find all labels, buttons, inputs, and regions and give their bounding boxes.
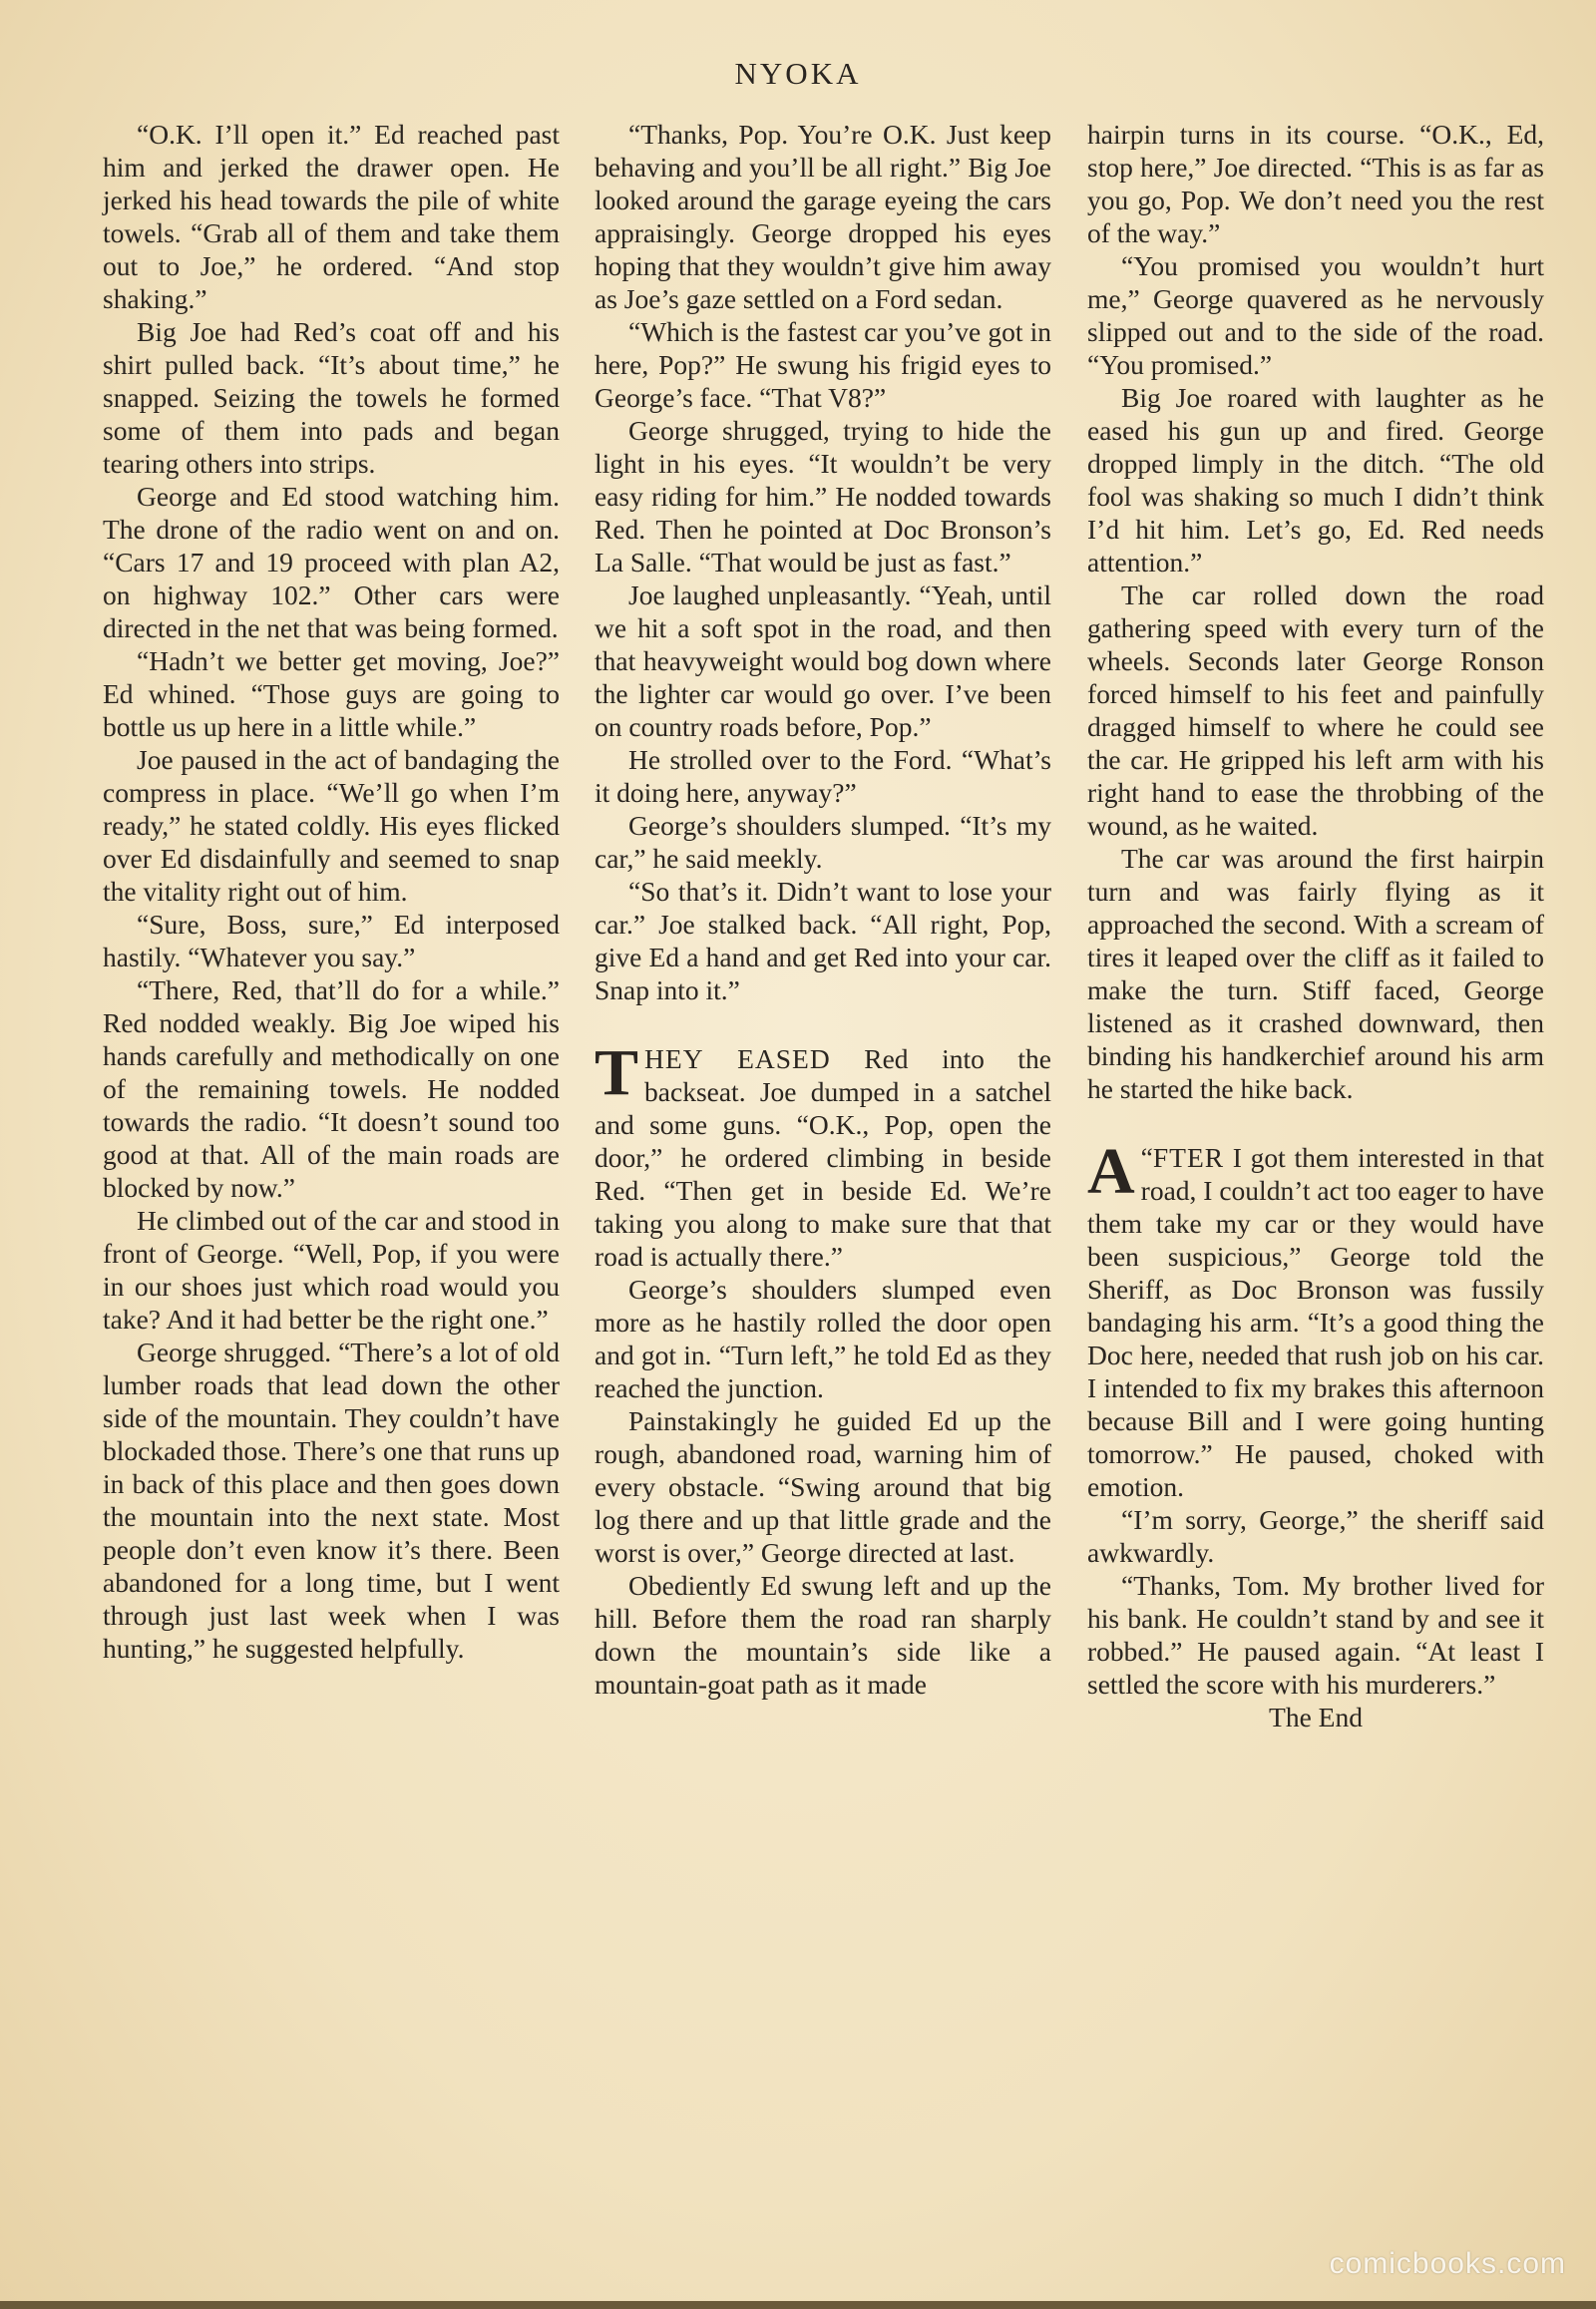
paragraph: “There, Red, that’ll do for a while.” Red nodded weakly. Big Joe wiped his hands carefully and methodically on one of the remaining towels. He nodded towards the radio. “It doesn’t sound too good at that. All of the main roads are blocked by now.” — [103, 974, 560, 1203]
section-break — [595, 1006, 1051, 1042]
drop-cap: T — [595, 1036, 639, 1109]
watermark-text: comicbooks.com — [1329, 2247, 1566, 2280]
paragraph: George shrugged, trying to hide the light in his eyes. “It wouldn’t be very easy riding for him.” He nodded towards Red. Then he pointed at Doc Bronson’s La Salle. “That would be just as fast.” — [595, 415, 1051, 577]
section-opening-paragraph — [595, 1036, 1051, 1273]
paragraph: Joe laughed unpleasantly. “Yeah, until we hit a soft spot in the road, and then that heavyweight would bog down where the lighter car would go over. I’ve been on country roads before, Pop.” — [595, 579, 1051, 742]
section-break — [1087, 1105, 1544, 1141]
section-opening-paragraph — [1087, 1135, 1544, 1503]
drop-cap: A — [1087, 1135, 1135, 1208]
paragraph: Painstakingly he guided Ed up the rough, abandoned road, warning him of every obstacle. “Swing around that big log there and up that little grade and the worst is over,” George directed at last. — [595, 1405, 1051, 1568]
paragraph: hairpin turns in its course. “O.K., Ed, stop here,” Joe directed. “This is as far as you go, Pop. We don’t need you the rest of the way.” — [1087, 119, 1544, 248]
section-lead-words: HEY EASED — [644, 1043, 831, 1074]
paragraph: “You promised you wouldn’t hurt me,” George quavered as he nervously slipped out and to the side of the road. “You promised.” — [1087, 250, 1544, 380]
paragraph: He strolled over to the Ford. “What’s it doing here, anyway?” — [595, 744, 1051, 808]
paragraph: He climbed out of the car and stood in front of George. “Well, Pop, if you were in our shoes just which road would you take? And it had better be the right one.” — [103, 1205, 560, 1335]
paragraph: “I’m sorry, George,” the sheriff said awkwardly. — [1087, 1504, 1544, 1568]
running-head-title: NYOKA — [734, 56, 862, 91]
paragraph: Joe paused in the act of bandaging the compress in place. “We’ll go when I’m ready,” he stated coldly. His eyes flicked over Ed disdainfully and seemed to snap the vitality right out of him. — [103, 744, 560, 907]
paragraph: George’s shoulders slumped. “It’s my car,” he said meekly. — [595, 810, 1051, 874]
the-end-label: The End — [1269, 1702, 1363, 1732]
paragraph: “Thanks, Tom. My brother lived for his bank. He couldn’t stand by and see it robbed.” He paused again. “At least I settled the score with his murderers.” — [1087, 1570, 1544, 1700]
paragraph: “O.K. I’ll open it.” Ed reached past him and jerked the drawer open. He jerked his head towards the pile of white towels. “Grab all of them and take them out to Joe,” he ordered. “And stop shaking.” — [103, 119, 560, 314]
section-lead-words: FTER — [1152, 1142, 1225, 1173]
paragraph: George’s shoulders slumped even more as he hastily rolled the door open and got in. “Turn left,” he told Ed as they reached the junction. — [595, 1274, 1051, 1403]
paragraph: The car was around the first hairpin turn and was fairly flying as it approached the second. With a scream of tires it leaped over the cliff as it failed to make the turn. Stiff faced, George listened as it crashed downward, then binding his handkerchief around his arm he started the hike back. — [1087, 843, 1544, 1104]
page-bottom-edge — [0, 2301, 1596, 2309]
paragraph: George and Ed stood watching him. The drone of the radio went on and on. “Cars 17 and 19 proceed with plan A2, on highway 102.” Other cars were directed in the net that was being formed. — [103, 481, 560, 643]
paragraph: Big Joe roared with laughter as he eased his gun up and fired. George dropped limply in the ditch. “The old fool was shaking so much I didn’t think I’d hit him. Let’s go, Ed. Red needs attention.” — [1087, 382, 1544, 577]
paragraph: “Sure, Boss, sure,” Ed interposed hastily. “Whatever you say.” — [103, 909, 560, 972]
opening-quote-mark: “ — [1140, 1142, 1153, 1173]
paragraph: “Hadn’t we better get moving, Joe?” Ed whined. “Those guys are going to bottle us up here in a little while.” — [103, 645, 560, 742]
text-column-3 — [1087, 118, 1544, 1733]
section-opening-text: Red into the backseat. Joe dumped in a satchel and some guns. “O.K., Pop, open the door,” he ordered climbing in beside Red. “Then get in beside Ed. We’re taking you along to make sure that that road is actually there.” — [595, 1043, 1051, 1272]
section-opening-text: I got them interested in that road, I couldn’t act too eager to have them take my car or they would have been suspicious,” George told the Sheriff, as Doc Bronson was fussily bandaging his arm. “It’s a good thing the Doc here, needed that rush job on his car. I intended to fix my brakes this afternoon because Bill and I were going hunting tomorrow.” He paused, choked with emotion. — [1087, 1142, 1544, 1502]
paragraph: “Thanks, Pop. You’re O.K. Just keep behaving and you’ll be all right.” Big Joe looked around the garage eyeing the cars appraisingly. George dropped his eyes hoping that they wouldn’t give him away as Joe’s gaze settled on a Ford sedan. — [595, 119, 1051, 314]
paragraph: “Which is the fastest car you’ve got in here, Pop?” He swung his frigid eyes to George’s face. “That V8?” — [595, 316, 1051, 413]
paragraph: George shrugged. “There’s a lot of old lumber roads that lead down the other side of the mountain. They couldn’t have blockaded those. There’s one that runs up in back of this place and then goes down the mountain into the next state. Most people don’t even know it’s there. Been abandoned for a long time, but I went through just last week when I was hunting,” he suggested helpfully. — [103, 1337, 560, 1664]
paragraph: The car rolled down the road gathering speed with every turn of the wheels. Seconds later George Ronson forced himself to his feet and painfully dragged himself to where he could see the car. He gripped his left arm with his right hand to ease the throbbing of the wound, as he waited. — [1087, 579, 1544, 841]
paragraph: Big Joe had Red’s coat off and his shirt pulled back. “It’s about time,” he snapped. Seizing the towels he formed some of them into pads and began tearing others into strips. — [103, 316, 560, 479]
text-column-2 — [595, 118, 1051, 1701]
text-column-1 — [103, 118, 560, 1665]
paragraph: Obediently Ed swung left and up the hill. Before them the road ran sharply down the mountain’s side like a mountain-goat path as it made — [595, 1570, 1051, 1700]
paragraph: “So that’s it. Didn’t want to lose your car.” Joe stalked back. “All right, Pop, give Ed a hand and get Red into your car. Snap into it.” — [595, 876, 1051, 1005]
